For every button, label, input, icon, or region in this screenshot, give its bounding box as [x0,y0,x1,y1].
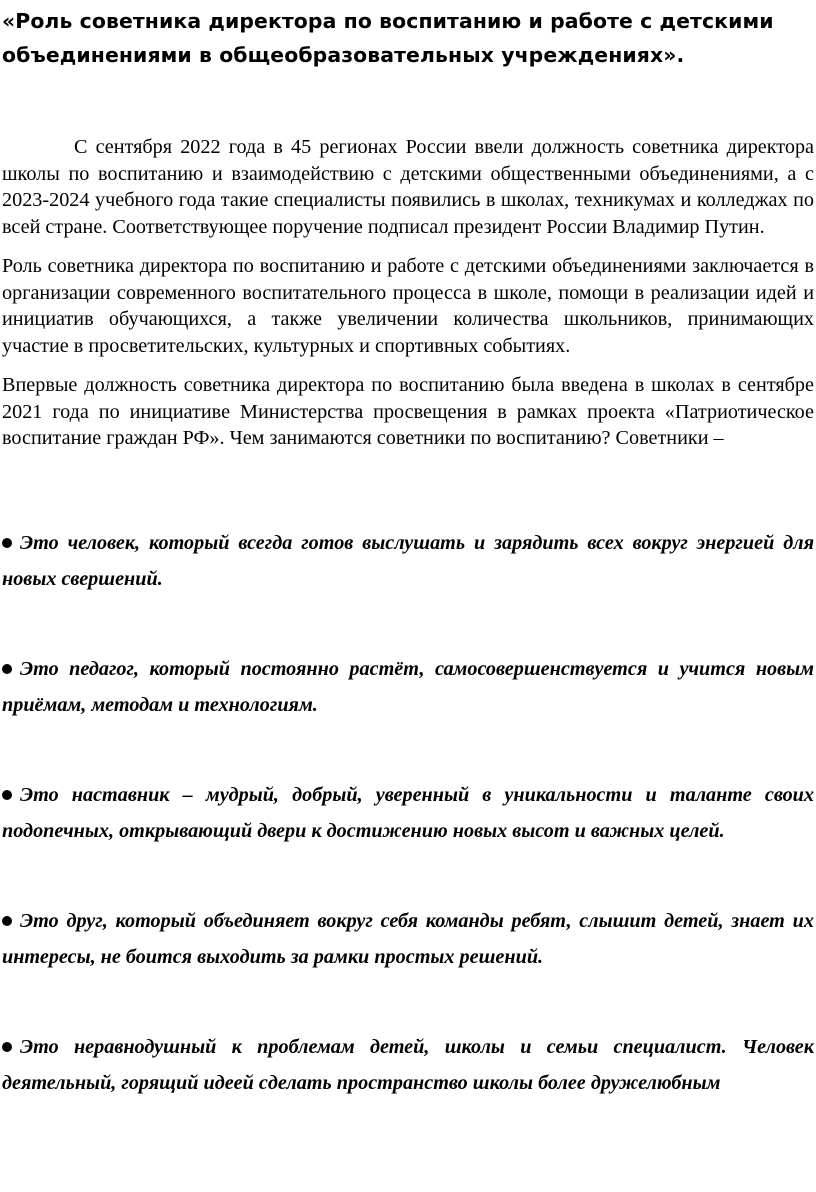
list-item-text: Это друг, который объединяет вокруг себя команды ребят, слышит детей, знает их интересы, не боится выходить за рамки простых решений. [2,909,814,968]
paragraph-intro: С сентября 2022 года в 45 регионах России ввели должность советника директора школы по воспитанию и взаимодействию с детскими общественными объединениями, а с 2023-2024 учебного года такие специалисты появились в школах, техникумах и колледжах по всей стране. Соответствующее поручение подписал президент России Владимир Путин. [2,136,814,238]
list-item [2,903,814,975]
bullet-icon [2,790,12,800]
bullet-icon [2,664,12,674]
list-item [2,1029,814,1101]
bullet-icon [2,916,12,926]
document-title: «Роль советника директора по воспитанию и работе с детскими объединениями в общеобразовательных учреждениях». [2,9,774,67]
bullet-icon [2,1042,12,1052]
list-item-text: Это человек, который всегда готов выслушать и зарядить всех вокруг энергией для новых свершений. [2,531,814,590]
spacer [2,723,814,777]
list-item [2,777,814,849]
paragraph-history: Впервые должность советника директора по воспитанию была введена в школах в сентябре 2021 года по инициативе Министерства просвещения в рамках проекта «Патриотическое воспитание граждан РФ». Чем занимаются советники по воспитанию? Советники – [2,374,814,449]
paragraph-role: Роль советника директора по воспитанию и работе с детскими объединениями заключается в организации современного воспитательного процесса в школе, помощи в реализации идей и инициатив обучающихся, а также увеличении количества школьников, принимающих участие в просветительских, культурных и спортивных событиях. [2,255,814,357]
spacer [2,597,814,651]
list-item [2,525,814,597]
list-item [2,651,814,723]
spacer [2,465,814,525]
list-item-text: Это неравнодушный к проблемам детей, школы и семьи специалист. Человек деятельный, горящий идеей сделать пространство школы более дружелюбным [2,1035,814,1094]
list-item-text: Это наставник – мудрый, добрый, уверенный в уникальности и таланте своих подопечных, открывающий двери к достижению новых высот и важных целей. [2,783,814,842]
spacer [2,975,814,1029]
list-item-text: Это педагог, который постоянно растёт, самосовершенствуется и учится новым приёмам, методам и технологиям. [2,657,814,716]
bullet-icon [2,538,12,548]
spacer [2,849,814,903]
